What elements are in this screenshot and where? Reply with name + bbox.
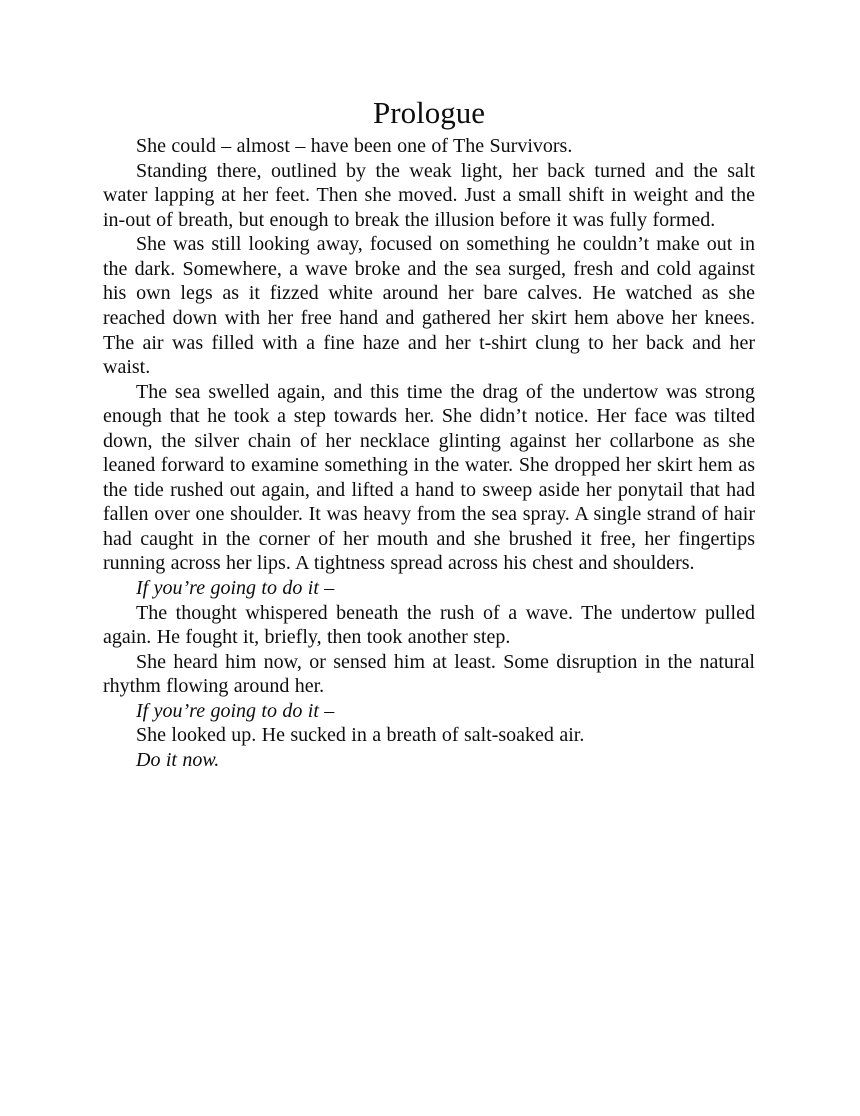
chapter-body	[103, 134, 755, 772]
paragraph: She looked up. He sucked in a breath of salt-soaked air.	[136, 724, 585, 747]
paragraph: She heard him now, or sensed him at least. Some disruption in the natural rhythm flowing around her.	[103, 650, 755, 698]
paragraph-italic: Do it now.	[136, 748, 220, 771]
paragraph-italic: If you’re going to do it –	[136, 699, 335, 722]
paragraph: The thought whispered beneath the rush of a wave. The undertow pulled again. He fought it, briefly, then took another step.	[103, 601, 755, 649]
paragraph: The sea swelled again, and this time the drag of the undertow was strong enough that he took a step towards her. She didn’t notice. Her face was tilted down, the silver chain of her necklace glinting against her collarbone as she leaned forward to examine something in the water. She dropped her skirt hem as the tide rushed out again, and lifted a hand to sweep aside her ponytail that had fallen over one shoulder. It was heavy from the sea spray. A single strand of hair had caught in the corner of her mouth and she brushed it free, her fingertips running across her lips. A tightness spread across his chest and shoulders.	[103, 380, 755, 575]
paragraph-italic: If you’re going to do it –	[136, 577, 335, 600]
paragraph: She was still looking away, focused on something he couldn’t make out in the dark. Somewhere, a wave broke and the sea surged, fresh and cold against his own legs as it fizzed white around her bare calves. He watched as she reached down with her free hand and gathered her skirt hem above her knees. The air was filled with a fine haze and her t-shirt clung to her back and her waist.	[103, 233, 755, 379]
paragraph: Standing there, outlined by the weak light, her back turned and the salt water lapping at her feet. Then she moved. Just a small shift in weight and the in-out of breath, but enough to break the illusion before it was fully formed.	[103, 159, 755, 231]
chapter-title: Prologue	[373, 95, 485, 130]
paragraph: She could – almost – have been one of The Survivors.	[136, 135, 573, 158]
